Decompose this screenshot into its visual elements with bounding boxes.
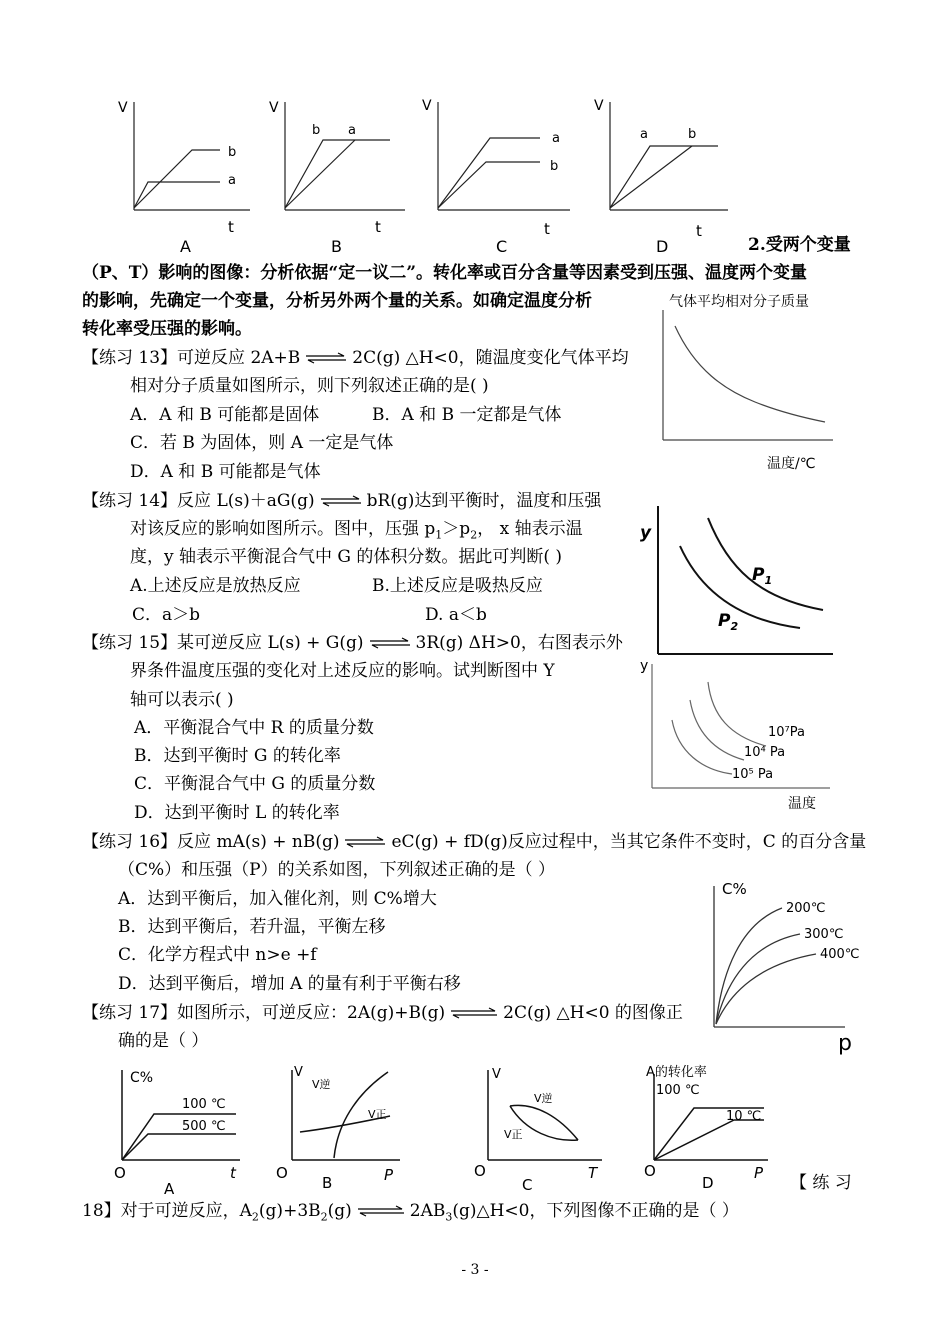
q17-graph-c-v2: V正 (504, 1128, 523, 1141)
q13-stem-a: 【练习 13】可逆反应 2A+B (82, 348, 301, 368)
q17-graph-c-v1: V逆 (534, 1092, 553, 1105)
q13-option-d: D．A 和 B 可能都是气体 (130, 462, 321, 482)
q14-option-c: C．a＞b (132, 605, 201, 625)
q17-graph-c-label: C (522, 1176, 533, 1194)
q15-option-d: D．达到平衡时 L 的转化率 (134, 803, 340, 823)
graph-d-label: D (656, 237, 669, 256)
q16-option-b: B．达到平衡后，若升温，平衡左移 (118, 917, 386, 937)
q15-stem-a: 【练习 15】某可逆反应 L(s) + G(g) (82, 633, 364, 653)
q17-graph-c-x: T (588, 1164, 598, 1182)
q16-graph-x-label: p (838, 1031, 852, 1056)
graph-b-curve-a: a (348, 123, 356, 138)
q15-stem-line1 (82, 632, 623, 655)
graph-d-x-label: t (696, 222, 702, 240)
q16-stem-b: eC(g) + fD(g)反应过程中，当其它条件不变时，C 的百分含量 (391, 832, 867, 852)
q16-stem-c: （C%）和压强（P）的关系如图，下列叙述正确的是（ ） (118, 860, 556, 880)
q17-stem-b: 2C(g) △H<0 的图像正 (503, 1003, 683, 1023)
q17-graph-d-x: P (754, 1164, 764, 1182)
graph-c-y-label: V (422, 98, 432, 114)
graph-d-y-label: V (594, 98, 604, 114)
graph-d (588, 92, 738, 257)
q14-option-a: A.上述反应是放热反应 (130, 576, 301, 596)
q17-graph-b-o: O (276, 1164, 288, 1182)
graph-c-label: C (496, 237, 508, 256)
q17-graph-a-x: t (230, 1164, 236, 1182)
q16-graph-y-label: C% (722, 880, 747, 898)
q16-stem-a: 【练习 16】反应 mA(s) + nB(g) (82, 832, 340, 852)
q17-graph-d-t2: 10 ℃ (726, 1109, 762, 1124)
q16-curve-t1: 200℃ (786, 901, 826, 916)
q15-option-b: B．达到平衡时 G 的转化率 (134, 746, 341, 766)
section2-line4: 转化率受压强的影响。 (82, 319, 252, 339)
section2-line2: （P、T）影响的图像：分析依据“定一议二”。转化率或百分含量等因素受到压强、温度两个变量 (82, 263, 807, 283)
q15-curve-p3: 10⁵ Pa (732, 767, 774, 782)
graph-b-y-label: V (269, 100, 279, 116)
q15-option-a: A．平衡混合气中 R 的质量分数 (134, 718, 374, 738)
graph-c-x-label: t (544, 220, 550, 238)
q17-stem-a: 【练习 17】如图所示，可逆反应：2A(g)+B(g) (82, 1003, 446, 1023)
q16-option-a: A．达到平衡后，加入催化剂，则 C%增大 (118, 889, 437, 909)
section2-line3: 的影响，先确定一个变量，分析另外两个量的关系。如确定温度分析 (82, 291, 592, 311)
q14-curve-p1: $P_1$ (752, 565, 773, 587)
q17-graph-a-o: O (114, 1164, 126, 1182)
q16-curve-t2: 300℃ (804, 927, 844, 942)
q13-graph-x-label: 温度/℃ (767, 456, 816, 472)
equilibrium-arrow-icon (449, 1003, 499, 1025)
q15-stem-b: 3R(g) ΔH>0，右图表示外 (415, 633, 623, 653)
q13-graph-y-label: 气体平均相对分子质量 (669, 294, 809, 310)
q13-stem-c: 相对分子质量如图所示，则下列叙述正确的是( ) (130, 376, 489, 396)
q17-graph-b-x: P (384, 1166, 394, 1184)
q16-curve-t3: 400℃ (820, 947, 860, 962)
graph-c-curve-a: a (552, 131, 560, 146)
q17-stem-c: 确的是（ ） (118, 1031, 209, 1051)
q14-graph (638, 498, 838, 663)
q15-stem-c: 界条件温度压强的变化对上述反应的影响。试判断图中 Y (130, 661, 555, 681)
equilibrium-arrow-icon (304, 348, 348, 370)
q13-stem-b: 2C(g) △H<0，随温度变化气体平均 (352, 348, 629, 368)
q17-graph-d-y: A的转化率 (646, 1065, 707, 1080)
equilibrium-arrow-icon (343, 832, 387, 854)
q18-stem-start: 【 练 习 (790, 1173, 852, 1193)
q17-graph-b (272, 1062, 412, 1196)
q13-option-b: B．A 和 B 一定都是气体 (372, 405, 562, 425)
q15-option-c: C．平衡混合气中 G 的质量分数 (134, 774, 376, 794)
graph-c (420, 92, 580, 257)
q14-stem-c: 对该反应的影响如图所示。图中，压强 $p_1>p_2$， x 轴表示温 (130, 519, 583, 542)
q13-stem-line1 (82, 347, 629, 370)
q17-graph-d-o: O (644, 1162, 656, 1180)
q14-stem-d: 度，y 轴表示平衡混合气中 G 的体积分数。据此可判断( ) (130, 547, 563, 567)
q17-graph-a-label: A (164, 1180, 175, 1198)
q14-graph-y-label: y (640, 523, 652, 543)
q16-option-c: C．化学方程式中 n>e +f (118, 945, 317, 965)
q17-graph-c-y: V (492, 1067, 501, 1082)
q17-graph-a-y: C% (130, 1070, 154, 1086)
q15-curve-p2: 10⁴ Pa (744, 745, 786, 760)
q13-option-a: A．A 和 B 可能都是固体 (130, 405, 320, 425)
graph-a-x-label: t (228, 218, 234, 236)
q13-graph (655, 290, 840, 475)
q14-option-d: D. a＜b (425, 605, 487, 625)
q14-stem-line1 (82, 490, 601, 513)
graph-b (265, 92, 415, 257)
q16-stem-line1 (82, 831, 866, 854)
q17-graph-d (640, 1062, 780, 1196)
equilibrium-arrow-icon (319, 491, 363, 513)
graph-c-curve-b: b (550, 159, 559, 174)
graph-b-curve-b: b (312, 123, 321, 138)
q17-graph-a (112, 1062, 252, 1196)
q14-stem-b: bR(g)达到平衡时，温度和压强 (366, 491, 602, 511)
graph-a-curve-b: b (228, 145, 237, 160)
graph-a-y-label: V (118, 100, 128, 116)
page-number: - 3 - (461, 1262, 489, 1278)
q17-graph-b-v1: V逆 (312, 1078, 331, 1091)
graph-b-x-label: t (375, 218, 381, 236)
q17-graph-c-o: O (474, 1162, 486, 1180)
section2-heading: 2.受两个变量 (748, 235, 851, 255)
q17-graph-c (474, 1062, 614, 1196)
q17-graph-a-t1: 100 ℃ (182, 1097, 226, 1112)
graph-d-curve-b: b (688, 127, 697, 142)
graph-a-label: A (180, 237, 191, 256)
q17-graph-b-label: B (322, 1174, 333, 1192)
equilibrium-arrow-icon (356, 1201, 406, 1223)
graph-a (110, 92, 260, 257)
q13-option-c: C．若 B 为固体，则 A 一定是气体 (130, 433, 394, 453)
q15-curve-p1: 10⁷Pa (768, 725, 805, 740)
q17-graph-d-t1: 100 ℃ (656, 1083, 700, 1098)
q15-graph (640, 656, 840, 812)
q15-stem-d: 轴可以表示( ) (130, 690, 234, 710)
q14-stem-a: 【练习 14】反应 L(s)＋aG(g) (82, 491, 315, 511)
q17-graph-d-label: D (702, 1174, 714, 1192)
q14-curve-p2: $P_2$ (718, 611, 739, 633)
q15-graph-x-label: 温度 (788, 796, 816, 812)
q17-stem-line1 (82, 1002, 683, 1025)
q16-graph (700, 872, 870, 1056)
q18-stem-line: 18】对于可逆反应，$A_2(g)+3B_2(g)$ $2AB_3(g)\triangle H<0$，下列图像不正确的是（ ） (82, 1201, 739, 1224)
q17-graph-b-y: V (294, 1065, 303, 1080)
q15-graph-y-label: y (640, 658, 649, 674)
q16-option-d: D．达到平衡后，增加 A 的量有利于平衡右移 (118, 974, 461, 994)
graph-a-curve-a: a (228, 173, 236, 188)
graph-d-curve-a: a (640, 127, 648, 142)
graph-b-label: B (331, 237, 342, 256)
equilibrium-arrow-icon (368, 633, 412, 655)
q17-graph-b-v2: V正 (368, 1108, 387, 1121)
q14-option-b: B.上述反应是吸热反应 (372, 576, 543, 596)
q17-graph-a-t2: 500 ℃ (182, 1119, 226, 1134)
